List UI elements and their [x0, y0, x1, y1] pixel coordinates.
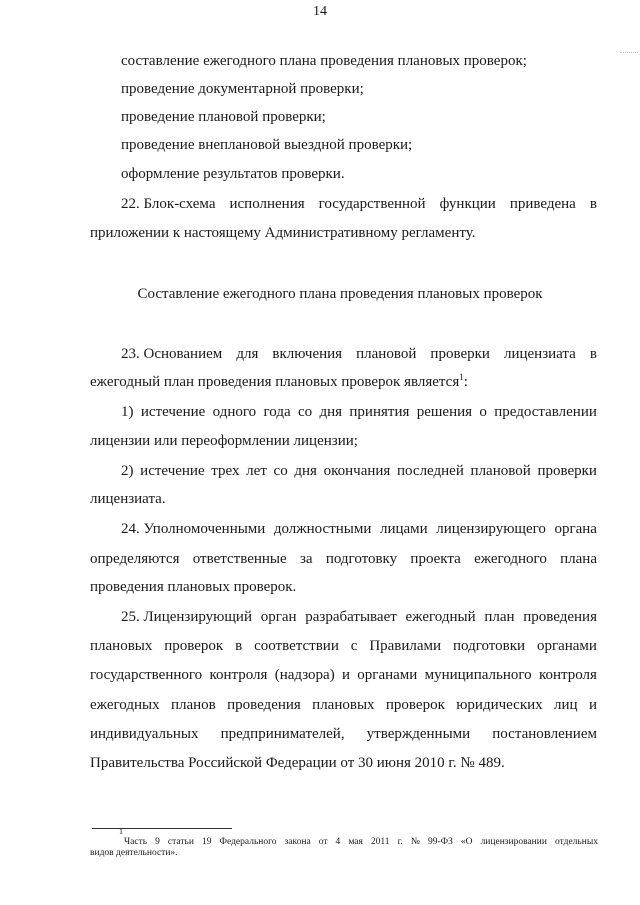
word: соответствии: [254, 638, 339, 654]
word: в: [589, 346, 597, 362]
word: о: [479, 404, 487, 420]
paragraph-23-line-2: [90, 373, 468, 391]
word: органами: [536, 638, 597, 654]
word: план: [484, 609, 515, 625]
word: за: [299, 551, 313, 567]
word: ежегодных: [90, 697, 160, 713]
paragraph-25-line-6: Правительства Российской Федерации от 30 июня 2010 г. № 489.: [90, 755, 505, 771]
word: мая: [348, 837, 363, 847]
paragraph-22-line-2: приложении к настоящему Административному регламенту.: [90, 225, 476, 241]
word: 23. Основанием: [121, 346, 223, 362]
page-number: 14: [313, 4, 327, 19]
word: Правилами: [369, 638, 442, 654]
word: плановых: [90, 638, 153, 654]
word: одного: [212, 404, 257, 420]
word: планов: [170, 697, 216, 713]
paragraph-25-line-2: [90, 637, 597, 655]
word: индивидуальных: [90, 726, 199, 742]
item-1-line-2: лицензии или переоформлении лицензии;: [90, 433, 358, 449]
word: ежегодный: [405, 609, 476, 625]
list-item: проведение плановой проверки;: [121, 109, 326, 125]
item-1-line-1: [121, 403, 597, 421]
word: дня: [294, 463, 317, 479]
word: проверок: [164, 638, 224, 654]
list-item: оформление результатов проверки.: [121, 166, 345, 182]
word: проверки: [430, 346, 490, 362]
paragraph-23-line-2-end: :: [463, 374, 468, 390]
word: трех: [211, 463, 240, 479]
word: года: [263, 404, 291, 420]
word: 2): [121, 463, 134, 479]
word: включения: [272, 346, 343, 362]
word: г.: [397, 837, 403, 847]
word: проведения: [227, 697, 301, 713]
word: предпринимателей,: [220, 726, 345, 742]
item-2-line-2: лицензиата.: [90, 491, 166, 507]
word: контроля: [209, 667, 268, 683]
paragraph-25-line-5: [90, 725, 597, 743]
word: окончания: [323, 463, 391, 479]
word: закона: [284, 837, 311, 847]
word: последней: [397, 463, 464, 479]
paragraph-24-line-2: [90, 550, 597, 568]
word: с: [350, 638, 358, 654]
word: орган: [260, 609, 297, 625]
word: отдельных: [554, 837, 598, 847]
footnote-line-1-words: [118, 833, 598, 851]
word: от: [318, 837, 328, 847]
paragraph-25-line-4: [90, 696, 597, 714]
word: государственной: [318, 196, 426, 212]
word: истечение: [140, 404, 206, 420]
word: утвержденными: [366, 726, 471, 742]
word: приведена: [509, 196, 576, 212]
word: №: [410, 837, 420, 847]
word: плана: [560, 551, 597, 567]
list-item: составление ежегодного плана проведения плановых проверок;: [121, 53, 527, 69]
word: проверки: [537, 463, 597, 479]
word: проведения: [523, 609, 597, 625]
word: подготовки: [452, 638, 526, 654]
paragraph-23-line-1: [121, 345, 597, 363]
word: решения: [416, 404, 473, 420]
word: разрабатывает: [305, 609, 397, 625]
word: функции: [439, 196, 496, 212]
word: 19: [201, 837, 212, 847]
paragraph-25-line-3: [90, 666, 597, 684]
word: принятия: [349, 404, 410, 420]
paragraph-22-line-1: [121, 195, 597, 213]
word: проекта: [410, 551, 461, 567]
word: подготовку: [325, 551, 398, 567]
word: и: [588, 697, 597, 713]
word: лет: [246, 463, 267, 479]
word: (надзора): [274, 667, 335, 683]
paragraph-23-line-2-text: ежегодный план проведения плановых проверок является: [90, 374, 460, 390]
word: постановлением: [492, 726, 597, 742]
word: органа: [554, 521, 597, 537]
word: в: [235, 638, 243, 654]
item-2-line-1: [121, 462, 597, 480]
word: «О: [460, 837, 473, 847]
word: 22. Блок-схема: [121, 196, 216, 212]
section-heading: Составление ежегодного плана проведения плановых проверок: [137, 286, 543, 302]
word: Часть: [124, 837, 148, 847]
word: ежегодного: [474, 551, 547, 567]
word: истечение: [140, 463, 205, 479]
word: в: [589, 196, 597, 212]
word: дня: [319, 404, 343, 420]
word: определяются: [90, 551, 180, 567]
word: со: [273, 463, 288, 479]
word: лицензирующего: [436, 521, 546, 537]
list-item: проведение документарной проверки;: [121, 81, 364, 97]
word: лицензировании: [480, 837, 547, 847]
word: 1): [121, 404, 134, 420]
word: исполнения: [229, 196, 305, 212]
footnote-separator: [92, 828, 232, 829]
word: должностными: [273, 521, 372, 537]
word: 24. Уполномоченными: [121, 521, 266, 537]
word: юридических: [456, 697, 543, 713]
word: плановой: [470, 463, 531, 479]
word: контроля: [538, 667, 597, 683]
word: 25. Лицензирующий: [121, 609, 252, 625]
list-item: проведение внеплановой выездной проверки;: [121, 137, 413, 153]
word: лиц: [554, 697, 578, 713]
scan-mark: [620, 52, 638, 61]
word: 99-ФЗ: [427, 837, 453, 847]
paragraph-25-line-1: [121, 608, 597, 626]
word: плановой: [356, 346, 417, 362]
word: 9: [155, 837, 160, 847]
word: 2011: [370, 837, 390, 847]
word: и: [341, 667, 351, 683]
word: предоставлении: [494, 404, 597, 420]
word: муниципального: [424, 667, 532, 683]
word: статьи: [167, 837, 194, 847]
word: Федерального: [219, 837, 277, 847]
word: государственного: [90, 667, 203, 683]
word: проверок: [385, 697, 445, 713]
word: органами: [357, 667, 418, 683]
paragraph-24-line-3: проведения плановых проверок.: [90, 579, 297, 595]
word: для: [236, 346, 259, 362]
word: со: [297, 404, 313, 420]
footnote-reference: 1: [459, 372, 464, 382]
word: лицами: [379, 521, 428, 537]
word: лицензиата: [503, 346, 576, 362]
word: 4: [335, 837, 341, 847]
footnote-line-1: [118, 833, 598, 851]
paragraph-24-line-1: [121, 520, 597, 538]
word: ответственные: [192, 551, 287, 567]
footnote-line-2: видов деятельности».: [90, 848, 178, 858]
word: плановых: [312, 697, 375, 713]
